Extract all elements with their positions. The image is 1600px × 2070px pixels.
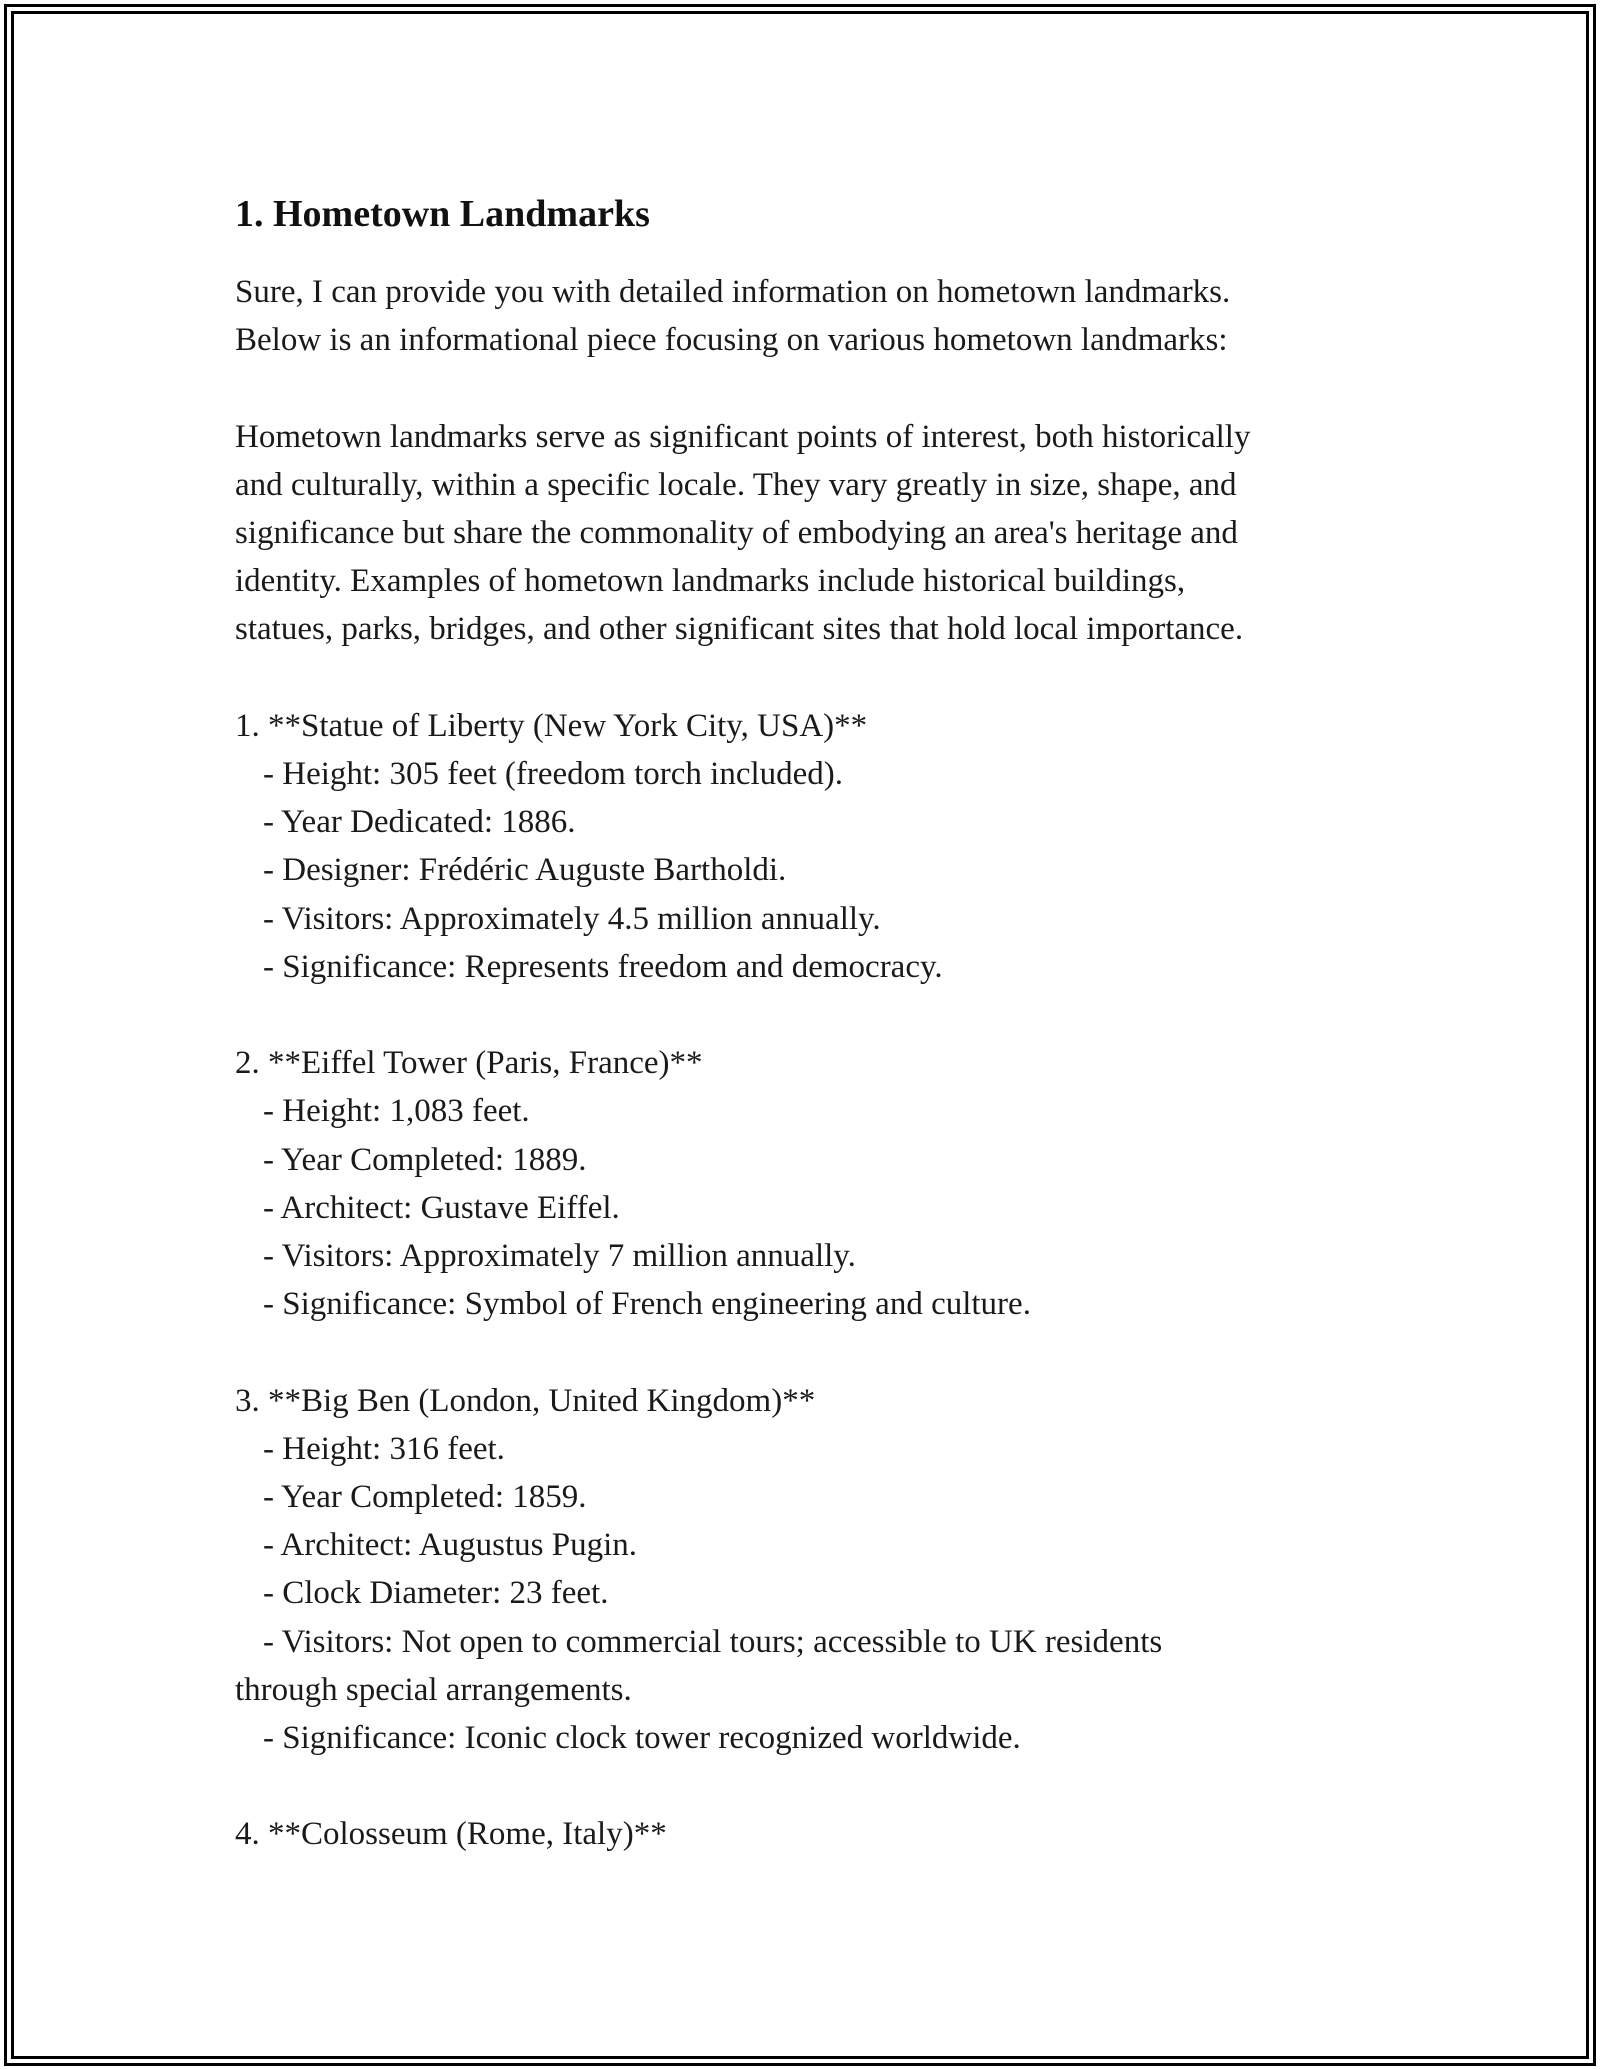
landmark-detail: - Significance: Symbol of French engineering and culture.	[263, 1286, 1031, 1323]
document-body	[235, 186, 1395, 1859]
overview-line: Hometown landmarks serve as significant points of interest, both historically	[235, 418, 1251, 455]
landmark-detail: - Architect: Gustave Eiffel.	[263, 1189, 620, 1226]
landmark-detail: - Year Completed: 1889.	[263, 1141, 587, 1178]
spacer	[235, 654, 1395, 702]
landmark-heading: 3. **Big Ben (London, United Kingdom)**	[235, 1382, 816, 1419]
landmark-heading: 4. **Colosseum (Rome, Italy)**	[235, 1816, 667, 1853]
landmark-detail: - Significance: Iconic clock tower recognized worldwide.	[263, 1720, 1021, 1757]
overview-line: identity. Examples of hometown landmarks include historical buildings,	[235, 563, 1186, 600]
landmark-detail: - Year Dedicated: 1886.	[263, 804, 576, 841]
overview-line: and culturally, within a specific locale. They vary greatly in size, shape, and	[235, 466, 1237, 503]
spacer	[235, 991, 1395, 1039]
landmark-heading: 1. **Statue of Liberty (New York City, USA)**	[235, 707, 868, 744]
landmark-detail: - Visitors: Approximately 7 million annually.	[263, 1238, 856, 1275]
landmark-detail-continuation: through special arrangements.	[235, 1671, 632, 1708]
intro-line: Sure, I can provide you with detailed information on hometown landmarks.	[235, 274, 1231, 310]
landmark-detail: - Height: 316 feet.	[263, 1430, 505, 1467]
overview-line: statues, parks, bridges, and other significant sites that hold local importance.	[235, 611, 1244, 648]
spacer	[235, 1328, 1395, 1376]
landmark-detail: - Designer: Frédéric Auguste Bartholdi.	[263, 852, 787, 889]
landmark-detail: - Height: 1,083 feet.	[263, 1093, 530, 1130]
overview-line: significance but share the commonality of embodying an area's heritage and	[235, 515, 1238, 551]
landmark-detail: - Architect: Augustus Pugin.	[263, 1527, 637, 1564]
landmark-detail: - Height: 305 feet (freedom torch included).	[263, 756, 844, 792]
landmark-detail: - Year Completed: 1859.	[263, 1479, 587, 1516]
page-title: 1. Hometown Landmarks	[235, 193, 650, 235]
landmark-detail: - Visitors: Approximately 4.5 million annually.	[263, 900, 881, 937]
spacer	[235, 1762, 1395, 1810]
spacer	[235, 364, 1395, 412]
landmark-heading: 2. **Eiffel Tower (Paris, France)**	[235, 1045, 703, 1082]
landmark-detail: - Clock Diameter: 23 feet.	[263, 1575, 609, 1612]
landmark-detail: - Visitors: Not open to commercial tours; accessible to UK residents	[263, 1623, 1163, 1660]
intro-line: Below is an informational piece focusing on various hometown landmarks:	[235, 322, 1228, 359]
landmark-detail: - Significance: Represents freedom and democracy.	[263, 948, 943, 985]
